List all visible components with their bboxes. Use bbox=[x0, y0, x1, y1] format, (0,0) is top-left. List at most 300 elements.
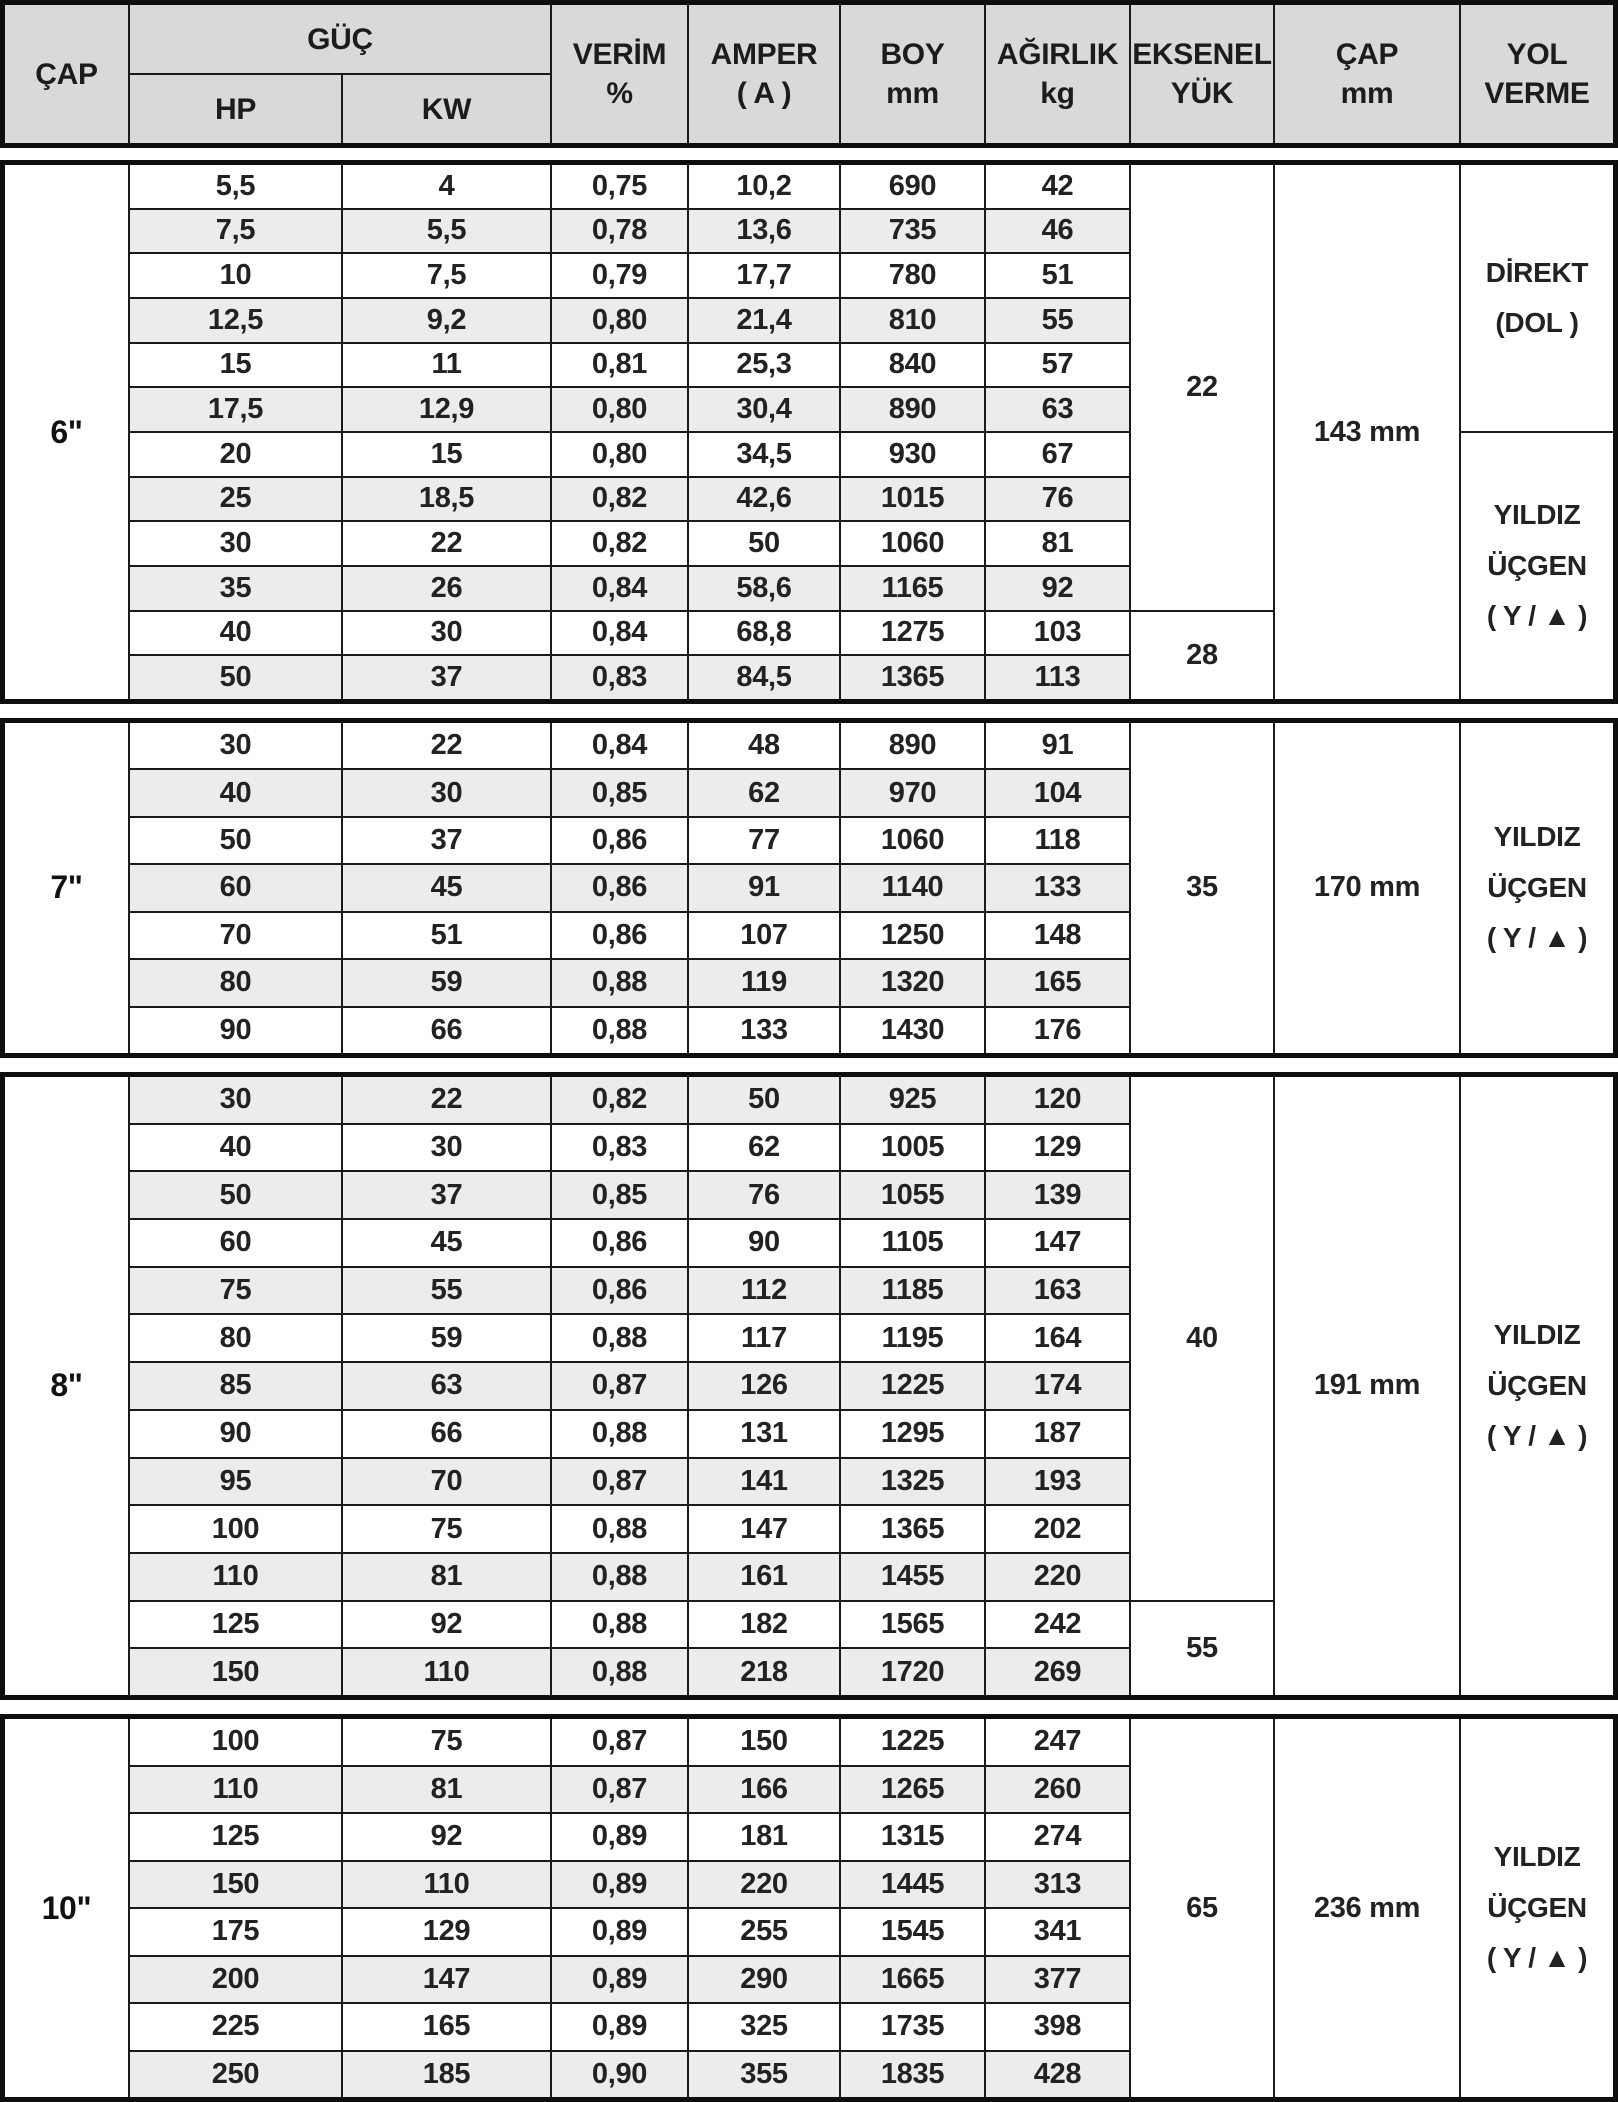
header-kw-label: KW bbox=[421, 92, 472, 126]
cell-agirlik: 164 bbox=[986, 1315, 1129, 1361]
cell-boy: 1295 bbox=[841, 1411, 984, 1457]
header-yol-verme bbox=[1461, 5, 1613, 143]
cell-agirlik: 92 bbox=[986, 567, 1129, 610]
cell-boy: 840 bbox=[841, 344, 984, 387]
header-cap bbox=[5, 5, 128, 143]
cell-agirlik: 398 bbox=[986, 2004, 1129, 2050]
cell-kw: 18,5 bbox=[343, 478, 550, 521]
cell-hp: 90 bbox=[130, 1008, 341, 1053]
cell-amper: 48 bbox=[689, 723, 839, 768]
cell-agirlik: 242 bbox=[986, 1602, 1129, 1648]
section-10inch bbox=[0, 1714, 1618, 2102]
cell-hp: 30 bbox=[130, 723, 341, 768]
cell-kw: 59 bbox=[343, 1315, 550, 1361]
cell-verim: 0,82 bbox=[552, 1077, 687, 1123]
cell-agirlik: 63 bbox=[986, 388, 1129, 431]
cell-hp: 50 bbox=[130, 818, 341, 863]
cell-amper: 17,7 bbox=[689, 254, 839, 297]
yol-verme-line: ( Y / ▲ ) bbox=[1486, 600, 1588, 632]
cell-boy: 1445 bbox=[841, 1862, 984, 1908]
cell-hp: 95 bbox=[130, 1459, 341, 1505]
cell-boy: 1140 bbox=[841, 865, 984, 910]
cell-kw: 30 bbox=[343, 770, 550, 815]
cell-kw: 4 bbox=[343, 165, 550, 208]
cell-agirlik: 104 bbox=[986, 770, 1129, 815]
cell-hp: 5,5 bbox=[130, 165, 341, 208]
cell-amper: 166 bbox=[689, 1767, 839, 1813]
cell-boy: 1720 bbox=[841, 1649, 984, 1695]
cell-boy: 780 bbox=[841, 254, 984, 297]
cell-amper: 84,5 bbox=[689, 656, 839, 699]
cell-boy: 1275 bbox=[841, 612, 984, 655]
cell-hp: 125 bbox=[130, 1602, 341, 1648]
cell-hp: 100 bbox=[130, 1719, 341, 1765]
cell-amper: 68,8 bbox=[689, 612, 839, 655]
cell-hp: 70 bbox=[130, 913, 341, 958]
cell-agirlik: 91 bbox=[986, 723, 1129, 768]
cell-kw: 51 bbox=[343, 913, 550, 958]
cell-amper: 58,6 bbox=[689, 567, 839, 610]
cell-verim: 0,88 bbox=[552, 1008, 687, 1053]
cell-kw: 22 bbox=[343, 1077, 550, 1123]
cell-kw: 110 bbox=[343, 1862, 550, 1908]
cell-boy: 970 bbox=[841, 770, 984, 815]
cell-agirlik: 341 bbox=[986, 1909, 1129, 1955]
cell-hp: 75 bbox=[130, 1268, 341, 1314]
section-label: 8" bbox=[5, 1077, 128, 1695]
cell-amper: 42,6 bbox=[689, 478, 839, 521]
cell-kw: 26 bbox=[343, 567, 550, 610]
cell-agirlik: 174 bbox=[986, 1363, 1129, 1409]
cell-boy: 1455 bbox=[841, 1554, 984, 1600]
cell-verim: 0,82 bbox=[552, 478, 687, 521]
cell-kw: 30 bbox=[343, 612, 550, 655]
cell-agirlik: 55 bbox=[986, 299, 1129, 342]
cell-verim: 0,89 bbox=[552, 1814, 687, 1860]
cell-amper: 255 bbox=[689, 1909, 839, 1955]
cell-hp: 20 bbox=[130, 433, 341, 476]
header-boy-label: BOY bbox=[880, 38, 945, 71]
cell-boy: 1365 bbox=[841, 656, 984, 699]
cell-hp: 80 bbox=[130, 960, 341, 1005]
cell-verim: 0,80 bbox=[552, 388, 687, 431]
cell-verim: 0,85 bbox=[552, 1172, 687, 1218]
cell-agirlik: 274 bbox=[986, 1814, 1129, 1860]
yol-verme-cell bbox=[1461, 165, 1613, 431]
header-guc-label: GÜÇ bbox=[307, 22, 373, 56]
cell-verim: 0,84 bbox=[552, 723, 687, 768]
yol-verme-line: YILDIZ bbox=[1493, 1319, 1581, 1351]
cell-kw: 81 bbox=[343, 1554, 550, 1600]
cell-hp: 25 bbox=[130, 478, 341, 521]
header-verim bbox=[552, 5, 687, 143]
cell-amper: 126 bbox=[689, 1363, 839, 1409]
cell-agirlik: 147 bbox=[986, 1220, 1129, 1266]
header-kw bbox=[343, 75, 550, 143]
cell-kw: 12,9 bbox=[343, 388, 550, 431]
cell-amper: 10,2 bbox=[689, 165, 839, 208]
cell-hp: 30 bbox=[130, 522, 341, 565]
header-boy bbox=[841, 5, 984, 143]
cell-hp: 150 bbox=[130, 1862, 341, 1908]
cell-kw: 147 bbox=[343, 1957, 550, 2003]
cap-mm-cell: 170 mm bbox=[1275, 723, 1459, 1053]
cell-boy: 690 bbox=[841, 165, 984, 208]
cell-boy: 930 bbox=[841, 433, 984, 476]
cell-boy: 925 bbox=[841, 1077, 984, 1123]
cell-amper: 141 bbox=[689, 1459, 839, 1505]
cell-kw: 22 bbox=[343, 723, 550, 768]
cell-kw: 110 bbox=[343, 1649, 550, 1695]
cell-verim: 0,87 bbox=[552, 1767, 687, 1813]
cell-verim: 0,79 bbox=[552, 254, 687, 297]
header-yol-unit: VERME bbox=[1484, 77, 1590, 110]
cell-hp: 12,5 bbox=[130, 299, 341, 342]
cell-hp: 40 bbox=[130, 770, 341, 815]
yol-verme-line: ( Y / ▲ ) bbox=[1486, 922, 1588, 954]
cell-agirlik: 76 bbox=[986, 478, 1129, 521]
cell-boy: 1315 bbox=[841, 1814, 984, 1860]
cell-agirlik: 51 bbox=[986, 254, 1129, 297]
cell-verim: 0,80 bbox=[552, 433, 687, 476]
cell-kw: 185 bbox=[343, 2052, 550, 2098]
cell-amper: 77 bbox=[689, 818, 839, 863]
section-8inch bbox=[0, 1072, 1618, 1700]
cell-hp: 60 bbox=[130, 865, 341, 910]
cell-agirlik: 42 bbox=[986, 165, 1129, 208]
cell-hp: 10 bbox=[130, 254, 341, 297]
cell-verim: 0,88 bbox=[552, 1554, 687, 1600]
cell-boy: 1835 bbox=[841, 2052, 984, 2098]
header-cap-mm bbox=[1275, 5, 1459, 143]
cell-agirlik: 176 bbox=[986, 1008, 1129, 1053]
eksenel-yuk-cell: 40 bbox=[1131, 1077, 1273, 1600]
cell-verim: 0,87 bbox=[552, 1459, 687, 1505]
cell-boy: 1225 bbox=[841, 1719, 984, 1765]
cell-hp: 225 bbox=[130, 2004, 341, 2050]
cell-amper: 34,5 bbox=[689, 433, 839, 476]
cell-agirlik: 133 bbox=[986, 865, 1129, 910]
cell-agirlik: 377 bbox=[986, 1957, 1129, 2003]
cell-verim: 0,81 bbox=[552, 344, 687, 387]
header-guc bbox=[130, 5, 550, 73]
header-eksenel-label: EKSENEL bbox=[1132, 38, 1272, 71]
cell-kw: 55 bbox=[343, 1268, 550, 1314]
cell-boy: 1195 bbox=[841, 1315, 984, 1361]
cell-amper: 25,3 bbox=[689, 344, 839, 387]
cell-kw: 45 bbox=[343, 1220, 550, 1266]
cell-kw: 7,5 bbox=[343, 254, 550, 297]
yol-verme-line: ( Y / ▲ ) bbox=[1486, 1420, 1588, 1452]
cell-kw: 5,5 bbox=[343, 210, 550, 253]
cell-amper: 50 bbox=[689, 522, 839, 565]
cell-hp: 60 bbox=[130, 1220, 341, 1266]
eksenel-yuk-cell: 35 bbox=[1131, 723, 1273, 1053]
cell-agirlik: 269 bbox=[986, 1649, 1129, 1695]
cell-agirlik: 247 bbox=[986, 1719, 1129, 1765]
header-agirlik-unit: kg bbox=[1040, 77, 1075, 110]
yol-verme-cell bbox=[1461, 1719, 1613, 2097]
cell-boy: 1225 bbox=[841, 1363, 984, 1409]
yol-verme-line: ÜÇGEN bbox=[1487, 871, 1587, 903]
cell-hp: 250 bbox=[130, 2052, 341, 2098]
header-hp-label: HP bbox=[214, 92, 257, 126]
cell-kw: 75 bbox=[343, 1719, 550, 1765]
cell-agirlik: 165 bbox=[986, 960, 1129, 1005]
cell-hp: 7,5 bbox=[130, 210, 341, 253]
section-6inch bbox=[0, 160, 1618, 704]
cell-verim: 0,75 bbox=[552, 165, 687, 208]
cell-kw: 92 bbox=[343, 1602, 550, 1648]
cell-amper: 13,6 bbox=[689, 210, 839, 253]
cell-amper: 50 bbox=[689, 1077, 839, 1123]
cell-hp: 35 bbox=[130, 567, 341, 610]
cell-kw: 37 bbox=[343, 818, 550, 863]
cell-hp: 40 bbox=[130, 1125, 341, 1171]
cell-verim: 0,87 bbox=[552, 1363, 687, 1409]
cell-verim: 0,90 bbox=[552, 2052, 687, 2098]
cell-agirlik: 46 bbox=[986, 210, 1129, 253]
cell-hp: 110 bbox=[130, 1767, 341, 1813]
cell-hp: 110 bbox=[130, 1554, 341, 1600]
cell-verim: 0,86 bbox=[552, 1268, 687, 1314]
header-amper-label: AMPER bbox=[710, 38, 818, 71]
yol-verme-line: YILDIZ bbox=[1493, 499, 1581, 531]
cell-agirlik: 81 bbox=[986, 522, 1129, 565]
cell-boy: 1265 bbox=[841, 1767, 984, 1813]
cell-amper: 62 bbox=[689, 770, 839, 815]
cell-amper: 76 bbox=[689, 1172, 839, 1218]
cell-amper: 220 bbox=[689, 1862, 839, 1908]
cell-agirlik: 428 bbox=[986, 2052, 1129, 2098]
yol-verme-cell bbox=[1461, 433, 1613, 699]
cell-hp: 100 bbox=[130, 1506, 341, 1552]
cell-verim: 0,86 bbox=[552, 865, 687, 910]
cell-verim: 0,88 bbox=[552, 1602, 687, 1648]
header-cap-mm-unit: mm bbox=[1340, 77, 1394, 110]
cell-amper: 147 bbox=[689, 1506, 839, 1552]
cell-hp: 15 bbox=[130, 344, 341, 387]
cell-amper: 91 bbox=[689, 865, 839, 910]
section-label: 10" bbox=[5, 1719, 128, 2097]
cell-verim: 0,89 bbox=[552, 1909, 687, 1955]
yol-verme-line: DİREKT bbox=[1485, 256, 1589, 288]
cell-agirlik: 118 bbox=[986, 818, 1129, 863]
cell-kw: 66 bbox=[343, 1411, 550, 1457]
cell-boy: 1320 bbox=[841, 960, 984, 1005]
cell-kw: 30 bbox=[343, 1125, 550, 1171]
cell-hp: 150 bbox=[130, 1649, 341, 1695]
eksenel-yuk-cell: 55 bbox=[1131, 1602, 1273, 1695]
cell-amper: 325 bbox=[689, 2004, 839, 2050]
cell-hp: 50 bbox=[130, 656, 341, 699]
cell-kw: 129 bbox=[343, 1909, 550, 1955]
section-7inch bbox=[0, 718, 1618, 1058]
cell-verim: 0,88 bbox=[552, 960, 687, 1005]
cell-hp: 50 bbox=[130, 1172, 341, 1218]
cell-boy: 1015 bbox=[841, 478, 984, 521]
cell-hp: 80 bbox=[130, 1315, 341, 1361]
cell-agirlik: 129 bbox=[986, 1125, 1129, 1171]
cell-boy: 1185 bbox=[841, 1268, 984, 1314]
cell-agirlik: 202 bbox=[986, 1506, 1129, 1552]
cell-kw: 63 bbox=[343, 1363, 550, 1409]
cell-hp: 200 bbox=[130, 1957, 341, 2003]
cell-verim: 0,84 bbox=[552, 612, 687, 655]
eksenel-yuk-cell: 65 bbox=[1131, 1719, 1273, 2097]
cell-amper: 181 bbox=[689, 1814, 839, 1860]
cell-verim: 0,88 bbox=[552, 1506, 687, 1552]
header-amper-unit: ( A ) bbox=[736, 77, 792, 110]
cell-verim: 0,86 bbox=[552, 818, 687, 863]
header-cap-mm-label: ÇAP bbox=[1335, 38, 1399, 71]
section-label: 7" bbox=[5, 723, 128, 1053]
yol-verme-cell bbox=[1461, 723, 1613, 1053]
cell-hp: 30 bbox=[130, 1077, 341, 1123]
cell-hp: 40 bbox=[130, 612, 341, 655]
cell-amper: 62 bbox=[689, 1125, 839, 1171]
cell-amper: 218 bbox=[689, 1649, 839, 1695]
cell-agirlik: 193 bbox=[986, 1459, 1129, 1505]
cell-kw: 15 bbox=[343, 433, 550, 476]
header-boy-unit: mm bbox=[886, 77, 939, 110]
cell-amper: 21,4 bbox=[689, 299, 839, 342]
cell-kw: 66 bbox=[343, 1008, 550, 1053]
cell-kw: 75 bbox=[343, 1506, 550, 1552]
cell-agirlik: 139 bbox=[986, 1172, 1129, 1218]
header-cap-label: ÇAP bbox=[35, 57, 98, 91]
cell-verim: 0,85 bbox=[552, 770, 687, 815]
header-amper bbox=[689, 5, 839, 143]
header-eksenel-yuk bbox=[1131, 5, 1273, 143]
cell-verim: 0,86 bbox=[552, 913, 687, 958]
header-yol-label: YOL bbox=[1506, 38, 1568, 71]
header-verim-unit: % bbox=[606, 77, 633, 110]
cell-kw: 9,2 bbox=[343, 299, 550, 342]
cell-verim: 0,89 bbox=[552, 1957, 687, 2003]
cell-kw: 37 bbox=[343, 1172, 550, 1218]
cell-amper: 133 bbox=[689, 1008, 839, 1053]
cell-agirlik: 67 bbox=[986, 433, 1129, 476]
cell-verim: 0,86 bbox=[552, 1220, 687, 1266]
cell-amper: 112 bbox=[689, 1268, 839, 1314]
yol-verme-line: (DOL ) bbox=[1495, 307, 1579, 338]
cell-agirlik: 120 bbox=[986, 1077, 1129, 1123]
cell-agirlik: 313 bbox=[986, 1862, 1129, 1908]
cell-agirlik: 148 bbox=[986, 913, 1129, 958]
cell-hp: 175 bbox=[130, 1909, 341, 1955]
cell-boy: 1060 bbox=[841, 818, 984, 863]
cell-verim: 0,88 bbox=[552, 1411, 687, 1457]
cell-boy: 1060 bbox=[841, 522, 984, 565]
cell-verim: 0,80 bbox=[552, 299, 687, 342]
cell-verim: 0,87 bbox=[552, 1719, 687, 1765]
cap-mm-cell: 236 mm bbox=[1275, 1719, 1459, 2097]
cell-agirlik: 220 bbox=[986, 1554, 1129, 1600]
cell-agirlik: 113 bbox=[986, 656, 1129, 699]
yol-verme-cell bbox=[1461, 1077, 1613, 1695]
cell-boy: 1565 bbox=[841, 1602, 984, 1648]
cell-amper: 290 bbox=[689, 1957, 839, 2003]
cell-kw: 45 bbox=[343, 865, 550, 910]
cell-amper: 355 bbox=[689, 2052, 839, 2098]
cell-agirlik: 57 bbox=[986, 344, 1129, 387]
header-agirlik-label: AĞIRLIK bbox=[996, 38, 1119, 71]
cell-amper: 30,4 bbox=[689, 388, 839, 431]
cell-hp: 17,5 bbox=[130, 388, 341, 431]
cap-mm-cell: 143 mm bbox=[1275, 165, 1459, 699]
yol-verme-line: ÜÇGEN bbox=[1487, 1369, 1587, 1401]
cell-hp: 85 bbox=[130, 1363, 341, 1409]
section-label: 6" bbox=[5, 165, 128, 699]
cell-verim: 0,84 bbox=[552, 567, 687, 610]
cell-amper: 131 bbox=[689, 1411, 839, 1457]
cell-verim: 0,78 bbox=[552, 210, 687, 253]
cell-verim: 0,83 bbox=[552, 1125, 687, 1171]
yol-verme-line: ÜÇGEN bbox=[1487, 549, 1587, 581]
cell-verim: 0,82 bbox=[552, 522, 687, 565]
cell-boy: 1545 bbox=[841, 1909, 984, 1955]
yol-verme-line: YILDIZ bbox=[1493, 821, 1581, 853]
cell-verim: 0,89 bbox=[552, 1862, 687, 1908]
cell-agirlik: 163 bbox=[986, 1268, 1129, 1314]
cell-boy: 890 bbox=[841, 723, 984, 768]
cell-kw: 92 bbox=[343, 1814, 550, 1860]
cell-boy: 1365 bbox=[841, 1506, 984, 1552]
cell-kw: 11 bbox=[343, 344, 550, 387]
cell-verim: 0,83 bbox=[552, 656, 687, 699]
cell-boy: 1430 bbox=[841, 1008, 984, 1053]
header-eksenel-unit: YÜK bbox=[1170, 77, 1234, 110]
header-hp bbox=[130, 75, 341, 143]
yol-verme-line: ( Y / ▲ ) bbox=[1486, 1942, 1588, 1974]
yol-verme-line: ÜÇGEN bbox=[1487, 1891, 1587, 1923]
cell-verim: 0,88 bbox=[552, 1649, 687, 1695]
cell-amper: 90 bbox=[689, 1220, 839, 1266]
cell-boy: 1250 bbox=[841, 913, 984, 958]
cell-agirlik: 260 bbox=[986, 1767, 1129, 1813]
cell-amper: 161 bbox=[689, 1554, 839, 1600]
cell-kw: 81 bbox=[343, 1767, 550, 1813]
cell-kw: 70 bbox=[343, 1459, 550, 1505]
cell-amper: 150 bbox=[689, 1719, 839, 1765]
cell-amper: 182 bbox=[689, 1602, 839, 1648]
cell-boy: 1665 bbox=[841, 1957, 984, 2003]
cell-kw: 37 bbox=[343, 656, 550, 699]
cell-hp: 125 bbox=[130, 1814, 341, 1860]
cell-boy: 810 bbox=[841, 299, 984, 342]
cell-boy: 1735 bbox=[841, 2004, 984, 2050]
yol-verme-line: YILDIZ bbox=[1493, 1841, 1581, 1873]
cell-boy: 1105 bbox=[841, 1220, 984, 1266]
cell-boy: 1005 bbox=[841, 1125, 984, 1171]
cell-agirlik: 187 bbox=[986, 1411, 1129, 1457]
header-verim-label: VERİM bbox=[572, 38, 667, 71]
cell-boy: 890 bbox=[841, 388, 984, 431]
cell-boy: 735 bbox=[841, 210, 984, 253]
cell-verim: 0,88 bbox=[552, 1315, 687, 1361]
cell-kw: 165 bbox=[343, 2004, 550, 2050]
eksenel-yuk-cell: 22 bbox=[1131, 165, 1273, 610]
cell-amper: 119 bbox=[689, 960, 839, 1005]
cell-boy: 1055 bbox=[841, 1172, 984, 1218]
eksenel-yuk-cell: 28 bbox=[1131, 612, 1273, 699]
cell-boy: 1165 bbox=[841, 567, 984, 610]
cell-kw: 59 bbox=[343, 960, 550, 1005]
header-agirlik bbox=[986, 5, 1129, 143]
cell-amper: 107 bbox=[689, 913, 839, 958]
cap-mm-cell: 191 mm bbox=[1275, 1077, 1459, 1695]
